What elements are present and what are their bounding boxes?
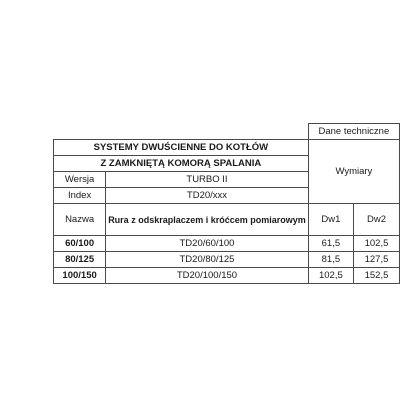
row-dw2: 102,5 xyxy=(354,236,400,252)
dw1-column-header: Dw1 xyxy=(308,204,353,236)
dw2-column-header: Dw2 xyxy=(354,204,400,236)
nazwa-column-header: Nazwa xyxy=(54,204,106,236)
index-value: TD20/xxx xyxy=(106,188,309,204)
row-name: 80/125 xyxy=(54,252,106,268)
row-name: 100/150 xyxy=(54,268,106,284)
table-title-line-2: Z ZAMKNIĘTĄ KOMORĄ SPALANIA xyxy=(54,156,309,172)
wersja-value: TURBO II xyxy=(106,172,309,188)
row-dw1: 61,5 xyxy=(308,236,353,252)
row-code: TD20/60/100 xyxy=(106,236,309,252)
row-dw1: 81,5 xyxy=(308,252,353,268)
table-row xyxy=(54,252,400,268)
wersja-label: Wersja xyxy=(54,172,106,188)
row-dw2: 152,5 xyxy=(354,268,400,284)
rura-column-header: Rura z odskraplaczem i króćcem pomiarowym xyxy=(106,204,309,236)
row-code: TD20/80/125 xyxy=(106,252,309,268)
row-name: 60/100 xyxy=(54,236,106,252)
dane-techniczne-header: Dane techniczne xyxy=(308,124,399,140)
table-row xyxy=(54,236,400,252)
row-dw2: 127,5 xyxy=(354,252,400,268)
wymiary-header: Wymiary xyxy=(308,140,399,204)
row-code: TD20/100/150 xyxy=(106,268,309,284)
empty-corner xyxy=(54,124,309,140)
table-row xyxy=(54,268,400,284)
index-label: Index xyxy=(54,188,106,204)
row-dw1: 102,5 xyxy=(308,268,353,284)
table-title-line-1: SYSTEMY DWUŚCIENNE DO KOTŁÓW xyxy=(54,140,309,156)
technical-data-table xyxy=(53,123,400,284)
